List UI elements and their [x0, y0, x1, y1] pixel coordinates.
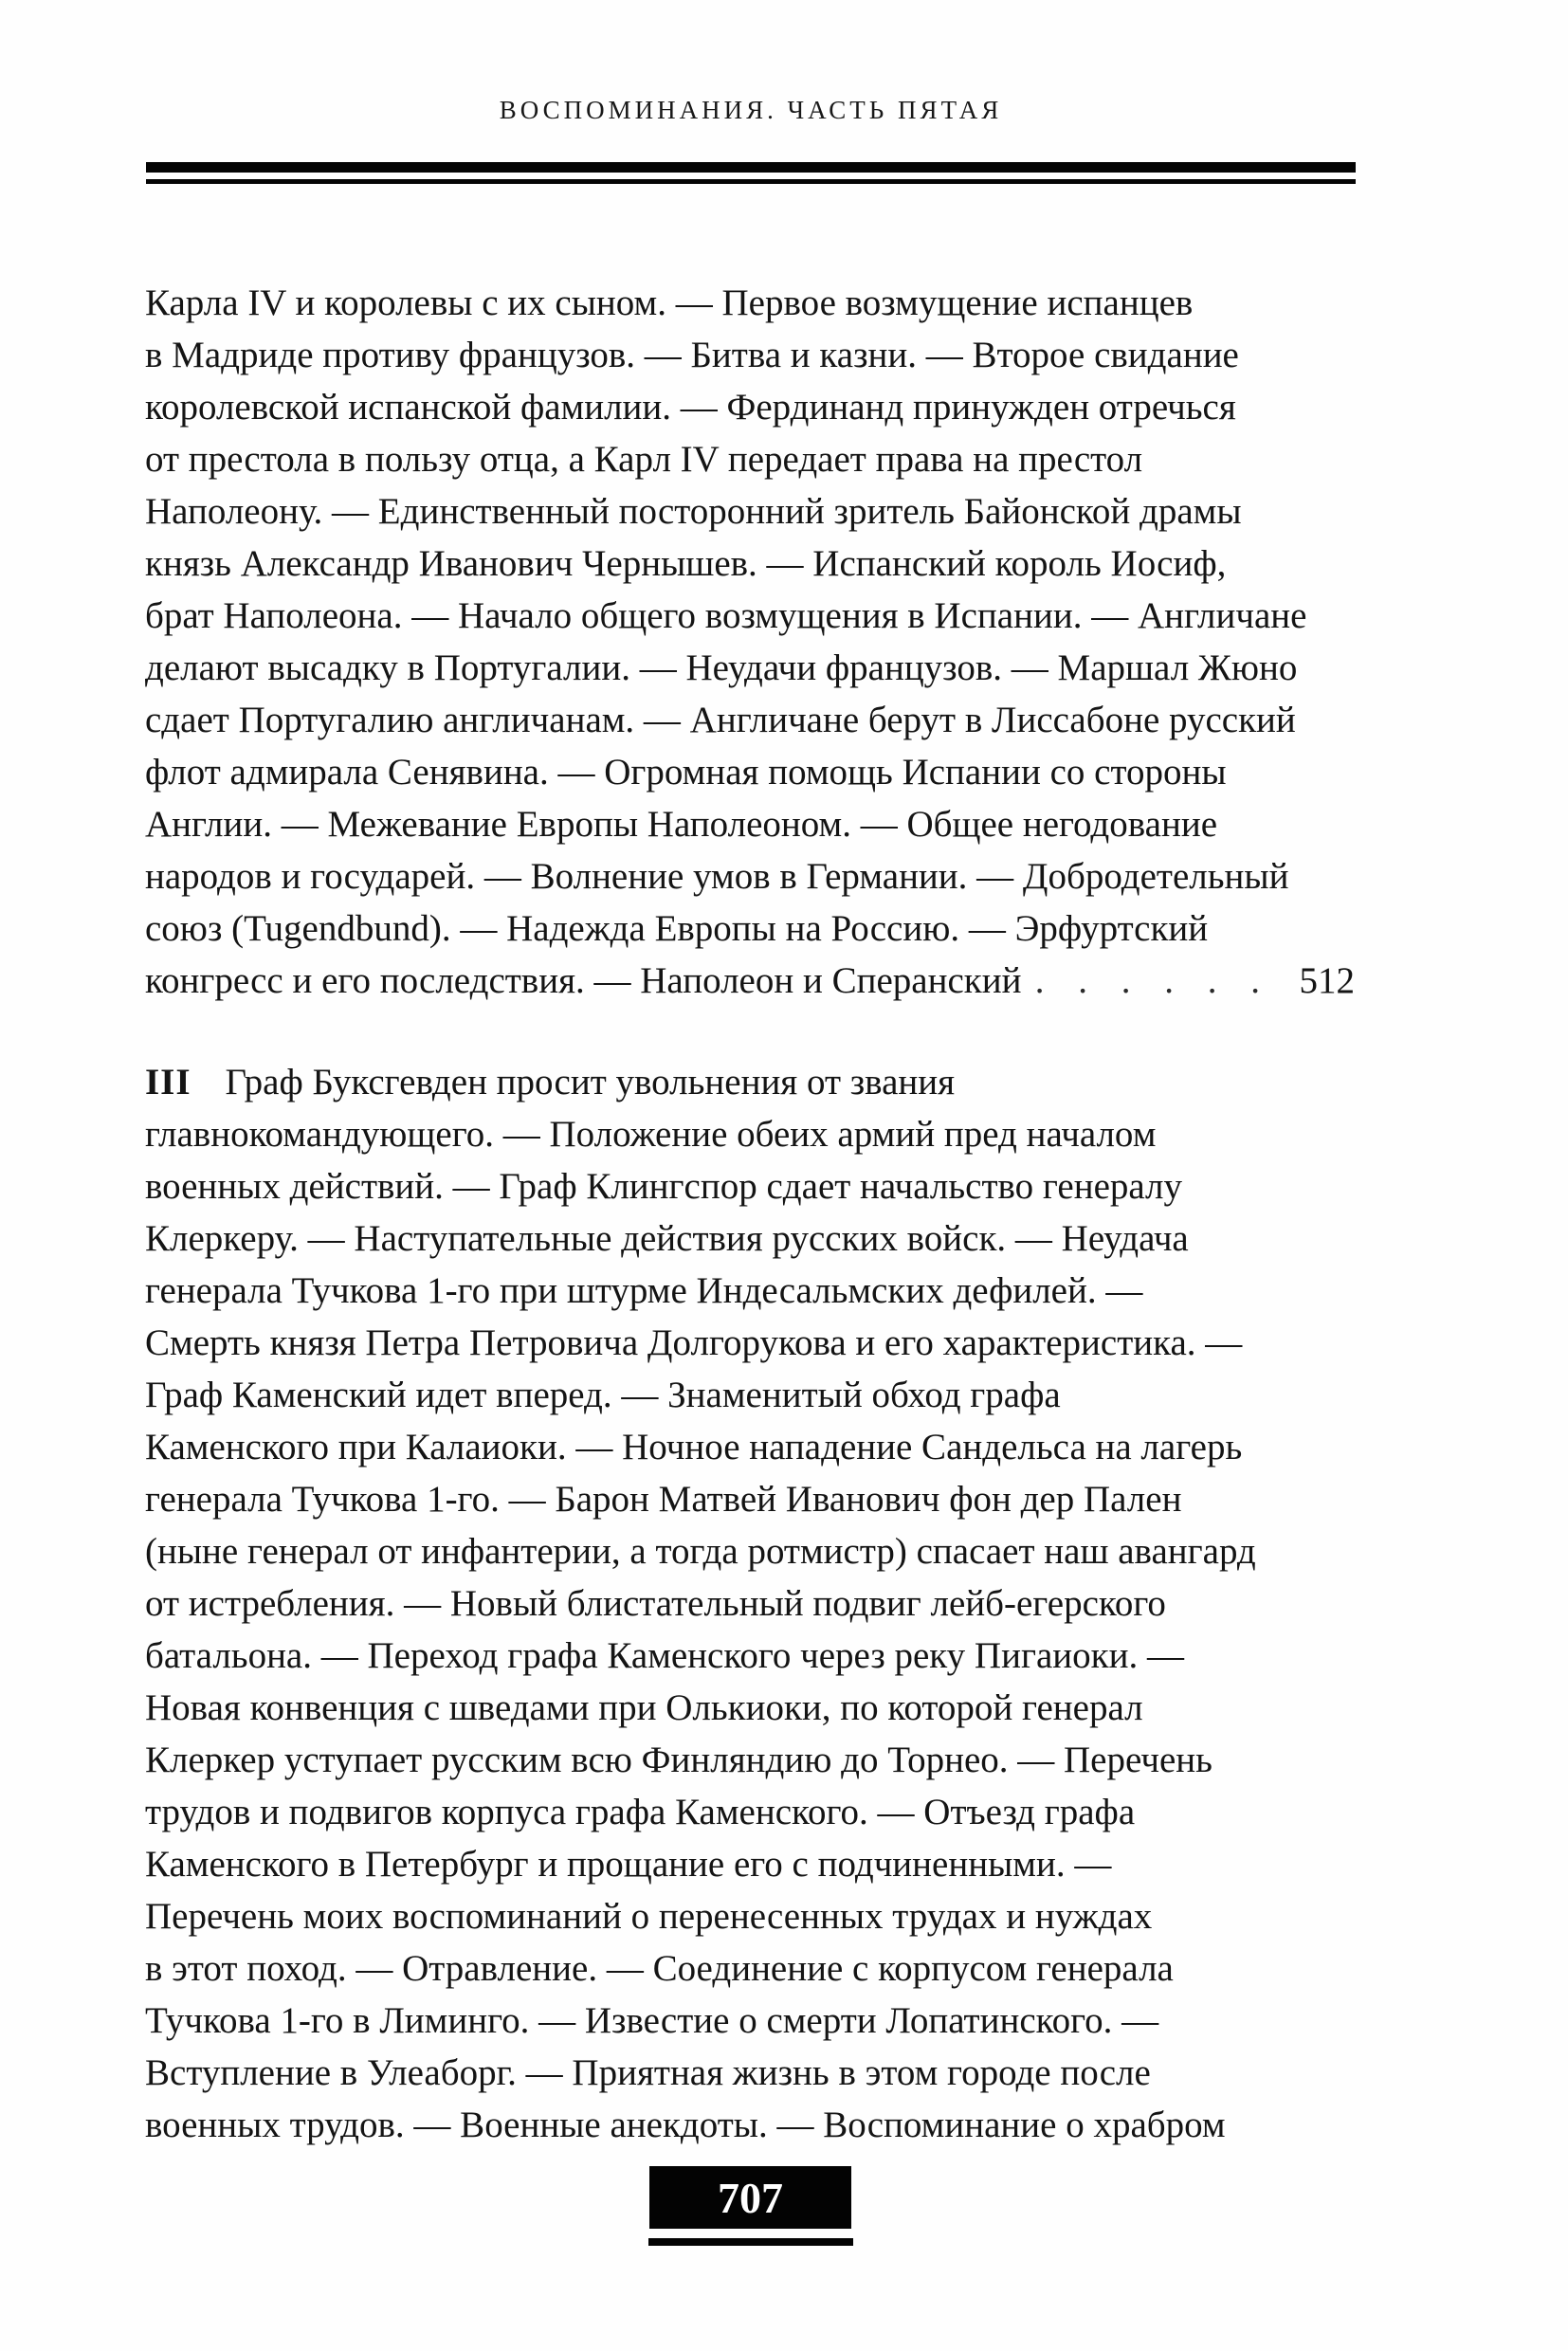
table-of-contents	[145, 277, 1355, 2151]
toc-line: Каменского в Петербург и прощание его с подчиненными. —	[145, 1844, 1112, 1885]
toc-line: от истребления. — Новый блистательный подвиг лейб-егерского	[145, 1583, 1166, 1624]
toc-line: Граф Каменский идет вперед. — Знаменитый обход графа	[145, 1375, 1061, 1415]
toc-line: Тучкова 1-го в Лиминго. — Известие о смерти Лопатинского. —	[145, 2000, 1159, 2041]
entry-roman-numeral: III	[145, 1062, 191, 1103]
toc-line-text: конгресс и его последствия. — Наполеон и Сперанский	[145, 960, 1022, 1001]
running-header: ВОСПОМИНАНИЯ. ЧАСТЬ ПЯТАЯ	[499, 96, 1003, 124]
toc-line: королевской испанской фамилии. — Фердинанд принужден отречься	[145, 387, 1236, 428]
toc-line: Карла IV и королевы с их сыном. — Первое возмущение испанцев	[145, 282, 1194, 323]
toc-line: князь Александр Иванович Чернышев. — Испанский король Иосиф,	[145, 543, 1227, 584]
toc-line: народов и государей. — Волнение умов в Германии. — Добродетельный	[145, 856, 1289, 897]
toc-line: Клеркер уступает русским всю Финляндию до Торнео. — Перечень	[145, 1740, 1212, 1780]
leader-dots: . . . . . .	[1034, 960, 1260, 1001]
toc-line: Смерть князя Петра Петровича Долгорукова и его характеристика. —	[145, 1322, 1243, 1363]
footer-rule	[648, 2238, 853, 2246]
header-rule-thick	[146, 162, 1356, 173]
toc-line: Каменского при Калаиоки. — Ночное нападение Сандельса на лагерь	[145, 1427, 1243, 1467]
toc-line: военных трудов. — Военные анекдоты. — Воспоминание о храбром	[145, 2105, 1226, 2145]
toc-line: союз (Tugendbund). — Надежда Европы на Россию. — Эрфуртский	[145, 908, 1209, 949]
toc-line: генерала Тучкова 1-го при штурме Индесальмских дефилей. —	[145, 1270, 1143, 1311]
toc-line: трудов и подвигов корпуса графа Каменского. — Отъезд графа	[145, 1792, 1136, 1832]
toc-line-text: Граф Буксгевден просит увольнения от звания	[225, 1062, 956, 1103]
header-rule-thin	[146, 179, 1356, 184]
toc-line: в Мадриде противу французов. — Битва и казни. — Второе свидание	[145, 335, 1239, 375]
toc-line: в этот поход. — Отравление. — Соединение с корпусом генерала	[145, 1948, 1174, 1989]
toc-line: военных действий. — Граф Клингспор сдает начальство генералу	[145, 1166, 1183, 1207]
toc-line: Наполеону. — Единственный посторонний зритель Байонской драмы	[145, 491, 1242, 532]
page-ref: 512	[1299, 960, 1355, 1001]
toc-line: Перечень моих воспоминаний о перенесенных трудах и нуждах	[145, 1896, 1153, 1937]
toc-line: Вступление в Улеаборг. — Приятная жизнь в этом городе после	[145, 2052, 1151, 2093]
toc-line-with-page-ref	[145, 955, 1355, 1007]
toc-line: батальона. — Переход графа Каменского через реку Пигаиоки. —	[145, 1635, 1184, 1676]
toc-line: генерала Тучкова 1-го. — Барон Матвей Иванович фон дер Пален	[145, 1479, 1182, 1520]
toc-line: делают высадку в Португалии. — Неудачи французов. — Маршал Жюно	[145, 647, 1298, 688]
toc-line: Англии. — Межевание Европы Наполеоном. — Общее негодование	[145, 804, 1218, 845]
page-number: 707	[718, 2173, 783, 2222]
toc-line: главнокомандующего. — Положение обеих армий пред началом	[145, 1114, 1157, 1155]
toc-line: Клеркеру. — Наступательные действия русских войск. — Неудача	[145, 1218, 1189, 1259]
toc-line: сдает Португалию англичанам. — Англичане берут в Лиссабоне русский	[145, 700, 1296, 740]
toc-line: Новая конвенция с шведами при Олькиоки, по которой генерал	[145, 1687, 1143, 1728]
page-number-box	[649, 2166, 851, 2229]
toc-line: флот адмирала Сенявина. — Огромная помощь Испании со стороны	[145, 752, 1227, 793]
toc-line: (ныне генерал от инфантерии, а тогда ротмистр) спасает наш авангард	[145, 1531, 1256, 1572]
toc-line: от престола в пользу отца, а Карл IV передает права на престол	[145, 439, 1143, 480]
toc-line-entry-start	[145, 1056, 1355, 1108]
toc-line: брат Наполеона. — Начало общего возмущения в Испании. — Англичане	[145, 595, 1307, 636]
